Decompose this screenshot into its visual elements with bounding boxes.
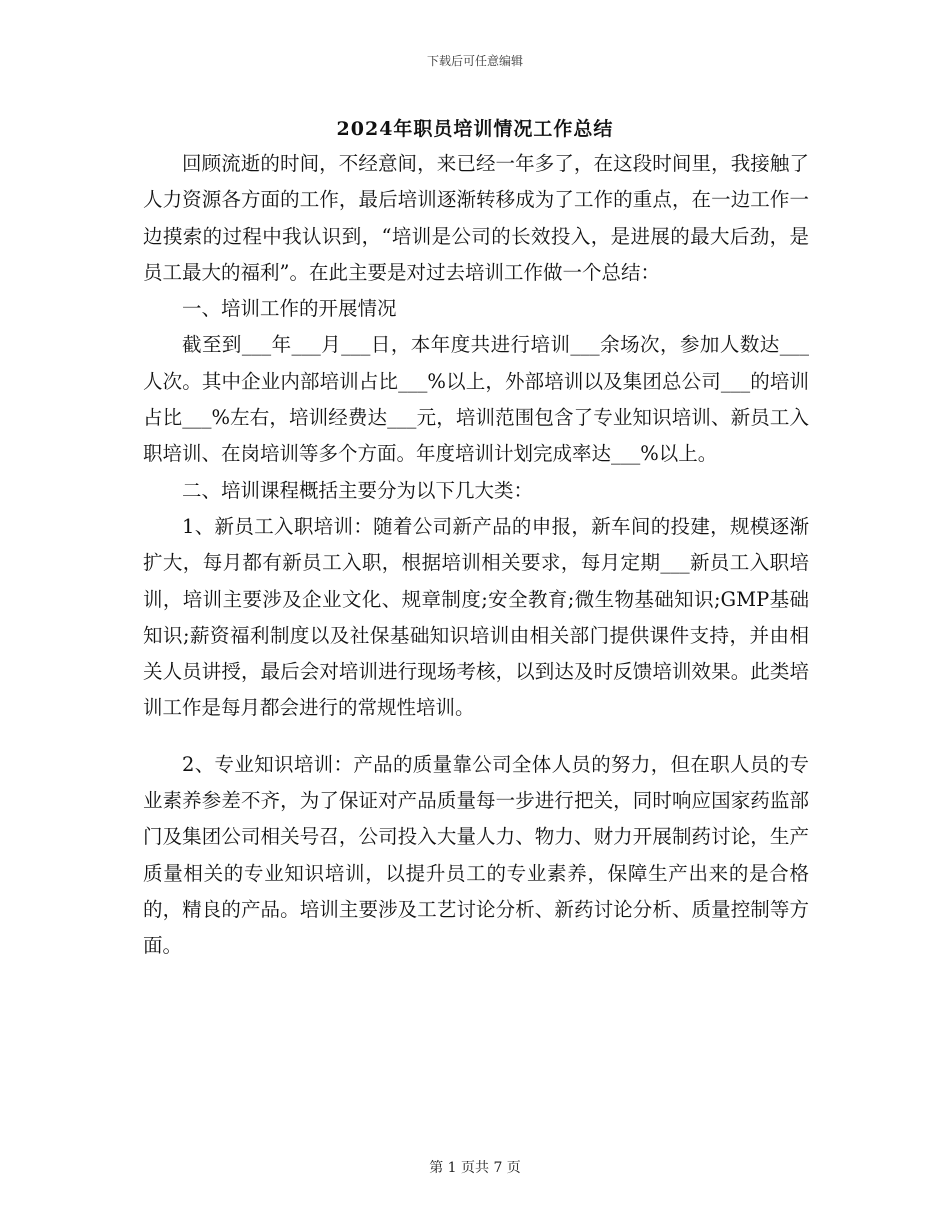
training-stats-paragraph: 截至到___年___月___日，本年度共进行培训___余场次，参加人数达___人次。其中企业内部培训占比___%以上，外部培训以及集团总公司___的培训占比___%左右，培训经费达___元，培训范围包含了专业知识培训、新员工入职培训、在岗培训等多个方面。年度培训计划完成率达___%以上。 — [143, 333, 809, 466]
professional-training-paragraph: 2、专业知识培训：产品的质量靠公司全体人员的努力，但在职人员的专业素养参差不齐，为了保证对产品质量每一步进行把关，同时响应国家药监部门及集团公司相关号召，公司投入大量人力、物力、财力开展制药讨论，生产质量相关的专业知识培训，以提升员工的专业素养，保障生产出来的是合格的，精良的产品。培训主要涉及工艺讨论分析、新药讨论分析、质量控制等方面。 — [143, 752, 809, 958]
document-title: 2024年职员培训情况工作总结 — [336, 118, 614, 140]
section-heading-2: 二、培训课程概括主要分为以下几大类： — [182, 478, 534, 502]
intro-paragraph: 回顾流逝的时间，不经意间，来已经一年多了，在这段时间里，我接触了人力资源各方面的工作，最后培训逐渐转移成为了工作的重点，在一边工作一边摸索的过程中我认识到，“培训是公司的长效投入，是进展的最大后劲，是员工最大的福利”。在此主要是对过去培训工作做一个总结： — [143, 152, 809, 284]
page-header: 下载后可任意编辑 — [426, 54, 523, 68]
page-footer: 第 1 页共 7 页 — [429, 1160, 521, 1176]
document-body — [143, 146, 809, 965]
section-heading-1: 一、培训工作的开展情况 — [182, 297, 397, 321]
new-employee-training-paragraph: 1、新员工入职培训：随着公司新产品的申报，新车间的投建，规模逐渐扩大，每月都有新员工入职，根据培训相关要求，每月定期___新员工入职培训，培训主要涉及企业文化、规章制度;安全教育;微生物基础知识;GMP基础知识;薪资福利制度以及社保基础知识培训由相关部门提供课件支持，并由相关人员讲授，最后会对培训进行现场考核，以到达及时反馈培训效果。此类培训工作是每月都会进行的常规性培训。 — [143, 514, 809, 720]
